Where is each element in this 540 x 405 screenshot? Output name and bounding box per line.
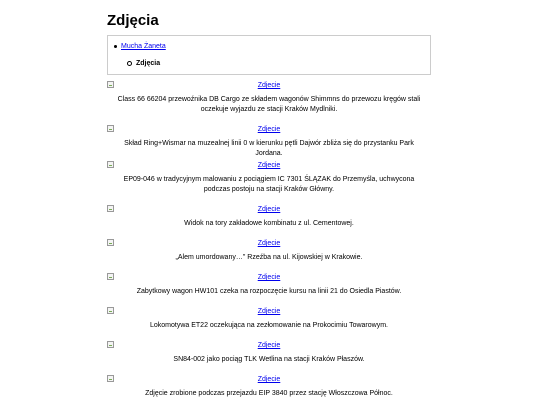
photo-caption: Skład Ring+Wismar na muzealnej linii 0 w kierunku pętli Dajwór zbliża się do przystanku Park Jordana. (124, 140, 414, 157)
photo-entry (107, 81, 431, 115)
photo-entry (107, 307, 431, 341)
photo-link[interactable]: Zdjecie (257, 274, 281, 281)
page-title: Zdjęcia (107, 12, 159, 29)
broken-image-icon[interactable] (107, 161, 114, 168)
broken-image-icon[interactable] (107, 81, 114, 88)
photo-link[interactable]: Zdjecie (257, 162, 281, 169)
photo-list (107, 81, 431, 405)
broken-image-icon[interactable] (107, 375, 114, 382)
broken-image-icon[interactable] (107, 205, 114, 212)
photo-caption: SN84-002 jako pociąg TLK Wetlina na stacji Kraków Płaszów. (173, 356, 365, 363)
photo-caption: Lokomotywa ET22 oczekująca na zezłomowanie na Prokocimiu Towarowym. (150, 322, 388, 329)
photo-link[interactable]: Zdjecie (257, 342, 281, 349)
breadcrumb-item-parent (114, 42, 166, 51)
photo-entry (107, 341, 431, 375)
current-page-label: Zdjęcia (136, 60, 161, 67)
broken-image-icon[interactable] (107, 307, 114, 314)
photo-link[interactable]: Zdjecie (257, 126, 281, 133)
photo-link[interactable]: Zdjecie (257, 206, 281, 213)
parent-link[interactable]: Mucha Żaneta (121, 43, 166, 50)
photo-link[interactable]: Zdjecie (257, 376, 281, 383)
bullet-icon (114, 45, 117, 48)
photo-caption: „Alem umordowany…" Rzeźba na ul. Kijowskiej w Krakowie. (175, 254, 363, 261)
circle-bullet-icon (127, 61, 132, 66)
photo-caption: Zdjęcie zrobione podczas przejazdu EIP 3840 przez stację Włoszczowa Północ. (145, 390, 393, 397)
photo-link[interactable]: Zdjecie (257, 82, 281, 89)
photo-link[interactable]: Zdjecie (257, 308, 281, 315)
photo-entry (107, 205, 431, 239)
photo-entry (107, 161, 431, 205)
broken-image-icon[interactable] (107, 341, 114, 348)
photo-entry (107, 239, 431, 273)
broken-image-icon[interactable] (107, 239, 114, 246)
photo-entry (107, 375, 431, 405)
photo-caption: Zabytkowy wagon HW101 czeka na rozpoczęcie kursu na linii 21 do Osiedla Piastów. (136, 288, 402, 295)
breadcrumb-item-current (127, 59, 160, 68)
photo-entry (107, 125, 431, 161)
photo-link[interactable]: Zdjecie (257, 240, 281, 247)
broken-image-icon[interactable] (107, 125, 114, 132)
photo-entry (107, 273, 431, 307)
photo-caption: EP09-046 w tradycyjnym malowaniu z pociągiem IC 7301 ŚLĄZAK do Przemyśla, uchwycona podczas postoju na stacji Kraków Główny. (123, 176, 415, 193)
photo-caption: Class 66 66204 przewoźnika DB Cargo ze składem wagonów Shimmns do przewozu kręgów stali oczekuje wyjazdu ze stacji Kraków Mydlniki. (117, 96, 421, 113)
photo-caption: Widok na tory zakładowe kombinatu z ul. Cementowej. (184, 220, 354, 227)
broken-image-icon[interactable] (107, 273, 114, 280)
breadcrumb (107, 35, 431, 75)
